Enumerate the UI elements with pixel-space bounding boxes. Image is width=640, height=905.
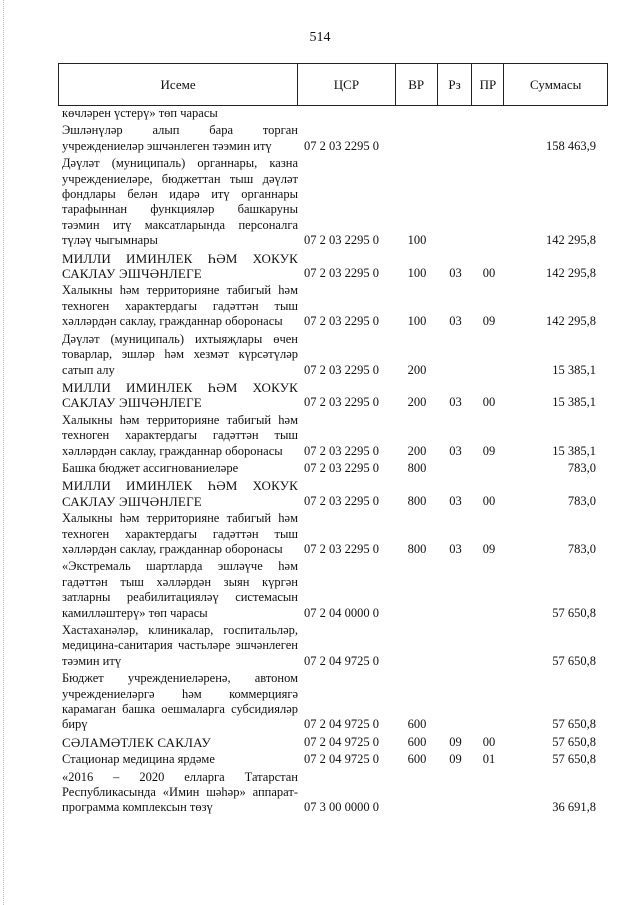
row-csr: 07 2 03 2295 0 (304, 493, 379, 508)
row-vr: 600 (407, 752, 427, 767)
row-name: Хастаханәләр, клиникалар, госпитальләр, медицина-санитария частьләре эшчәнлеген тәэмин итү (62, 623, 298, 668)
row-pr: 00 (482, 395, 496, 410)
row-name: Бюджет учреждениеләренә, автоном учреждениеләргә һәм коммерциягә карамаган башка оешмаларга субсидияләр бирү (62, 671, 298, 732)
row-pr: 09 (482, 314, 496, 329)
row-vr: 600 (407, 734, 427, 749)
row-rz: 09 (449, 752, 462, 767)
row-pr: 09 (482, 541, 496, 556)
row-pr: 00 (482, 493, 496, 508)
row-name: Башка бюджет ассигнованиеләре (62, 460, 239, 475)
table-row (58, 770, 608, 816)
row-vr: 100 (407, 314, 427, 329)
row-sum: 158 463,9 (546, 138, 596, 153)
row-name: МИЛЛИ ИМИНЛЕК ҺӘМ ХОКУК САКЛАУ ЭШЧӘНЛЕГЕ (62, 379, 298, 411)
table-row (58, 413, 608, 459)
table-row (58, 461, 608, 476)
table-row (58, 671, 608, 733)
row-rz: 03 (449, 541, 462, 556)
row-name: Дәүләт (муниципаль) органнары, казна учреждениеләре, бюджеттан тыш дәүләт фондлары белән идарә итү органнары тарафыннан функцияләр башкаруны тәэмин итү максатларында персоналга түләү чыгымнары (62, 156, 298, 248)
row-csr: 07 3 00 0000 0 (304, 800, 379, 815)
row-sum: 36 691,8 (552, 800, 596, 815)
table-row (58, 623, 608, 669)
row-name: МИЛЛИ ИМИНЛЕК ҺӘМ ХОКУК САКЛАУ ЭШЧӘНЛЕГЕ (62, 250, 298, 282)
row-csr: 07 2 03 2295 0 (304, 362, 379, 377)
row-name: көчләрен үстерү» төп чарасы (62, 106, 218, 120)
row-pr: 09 (482, 443, 496, 458)
table-header (58, 63, 608, 106)
table-row (58, 735, 608, 750)
row-csr: 07 2 03 2295 0 (304, 314, 379, 329)
row-name: СӘЛАМӘТЛЕК САКЛАУ (62, 734, 211, 750)
row-csr: 07 2 04 9725 0 (304, 734, 379, 749)
row-csr: 07 2 03 2295 0 (304, 395, 379, 410)
header-name: Исеме (59, 64, 298, 105)
row-csr: 07 2 04 9725 0 (304, 653, 379, 668)
row-rz: 03 (449, 395, 462, 410)
table-row (58, 123, 608, 154)
row-sum: 783,0 (567, 460, 596, 475)
header-csr: ЦСР (298, 64, 396, 105)
row-sum: 15 385,1 (552, 443, 596, 458)
row-name: Стационар медицина ярдәме (62, 752, 215, 767)
table-row (58, 380, 608, 411)
row-pr: 01 (482, 752, 496, 767)
row-sum: 57 650,8 (552, 653, 596, 668)
row-csr: 07 2 04 9725 0 (304, 717, 379, 732)
header-vr: ВР (396, 64, 438, 105)
header-sum: Суммасы (530, 76, 582, 92)
table-row (58, 332, 608, 378)
row-csr: 07 2 03 2295 0 (304, 541, 379, 556)
row-rz: 03 (449, 443, 462, 458)
table-row (58, 156, 608, 248)
table-row (58, 106, 608, 121)
row-rz: 03 (449, 314, 462, 329)
table-row (58, 251, 608, 282)
row-vr: 100 (407, 266, 427, 281)
row-sum: 783,0 (567, 541, 596, 556)
row-sum: 783,0 (567, 493, 596, 508)
table-body (58, 106, 608, 816)
row-csr: 07 2 03 2295 0 (304, 266, 379, 281)
row-vr: 800 (407, 541, 427, 556)
row-csr: 07 2 04 0000 0 (304, 605, 379, 620)
row-csr: 07 2 03 2295 0 (304, 443, 379, 458)
row-pr: 00 (482, 734, 496, 749)
row-name: «Экстремаль шартларда эшләүче һәм гадәттән тыш хәлләрдән зыян күргән затларны реабилитацияләү системасын камилләштерү» төп чарасы (62, 559, 298, 620)
row-name: Халыкны һәм территорияне табигый һәм техноген характердагы гадәттән тыш хәлләрдән саклау, гражданнар оборонасы (62, 511, 298, 556)
table-row (58, 283, 608, 329)
row-rz: 09 (449, 734, 462, 749)
row-sum: 142 295,8 (546, 266, 596, 281)
row-sum: 15 385,1 (552, 362, 596, 377)
row-sum: 57 650,8 (552, 605, 596, 620)
row-vr: 600 (407, 717, 427, 732)
page-number: 514 (309, 30, 331, 45)
row-name: Халыкны һәм территорияне табигый һәм техноген характердагы гадәттән тыш хәлләрдән саклау, гражданнар оборонасы (62, 283, 298, 329)
header-pr: ПР (472, 64, 504, 105)
row-name: Халыкны һәм территорияне табигый һәм техноген характердагы гадәттән тыш хәлләрдән саклау, гражданнар оборонасы (62, 412, 298, 458)
row-name: Эшләнүләр алып бара торган учреждениеләр эшчәнлеген тәэмин итү (62, 123, 298, 153)
header-rz: Рз (438, 64, 473, 105)
row-vr: 200 (407, 362, 427, 377)
row-sum: 57 650,8 (552, 734, 596, 749)
row-csr: 07 2 03 2295 0 (304, 460, 379, 475)
table-row (58, 478, 608, 509)
row-vr: 200 (407, 395, 427, 410)
row-name: МИЛЛИ ИМИНЛЕК ҺӘМ ХОКУК САКЛАУ ЭШЧӘНЛЕГЕ (62, 478, 298, 509)
row-vr: 800 (407, 493, 427, 508)
row-vr: 100 (407, 233, 427, 248)
table-row (58, 559, 608, 621)
row-sum: 142 295,8 (546, 233, 596, 248)
row-vr: 200 (407, 443, 427, 458)
row-csr: 07 2 03 2295 0 (304, 138, 379, 153)
row-pr: 00 (482, 266, 496, 281)
row-rz: 03 (449, 266, 462, 281)
table-row (58, 511, 608, 557)
table-row (58, 752, 608, 767)
row-csr: 07 2 04 9725 0 (304, 752, 379, 767)
row-rz: 03 (449, 493, 462, 508)
row-vr: 800 (407, 460, 427, 475)
row-sum: 57 650,8 (552, 717, 596, 732)
row-csr: 07 2 03 2295 0 (304, 233, 379, 248)
row-sum: 15 385,1 (552, 395, 596, 410)
binding-margin-line (3, 0, 5, 905)
row-name: «2016 – 2020 елларга Татарстан Республикасында «Имин шәһәр» аппарат-программа комплексын төзү (62, 769, 298, 815)
row-sum: 57 650,8 (552, 752, 596, 767)
row-sum: 142 295,8 (546, 314, 596, 329)
row-name: Дәүләт (муниципаль) ихтыяҗлары өчен товарлар, эшләр һәм хезмәт күрсәтүләр сатып алу (62, 331, 298, 377)
